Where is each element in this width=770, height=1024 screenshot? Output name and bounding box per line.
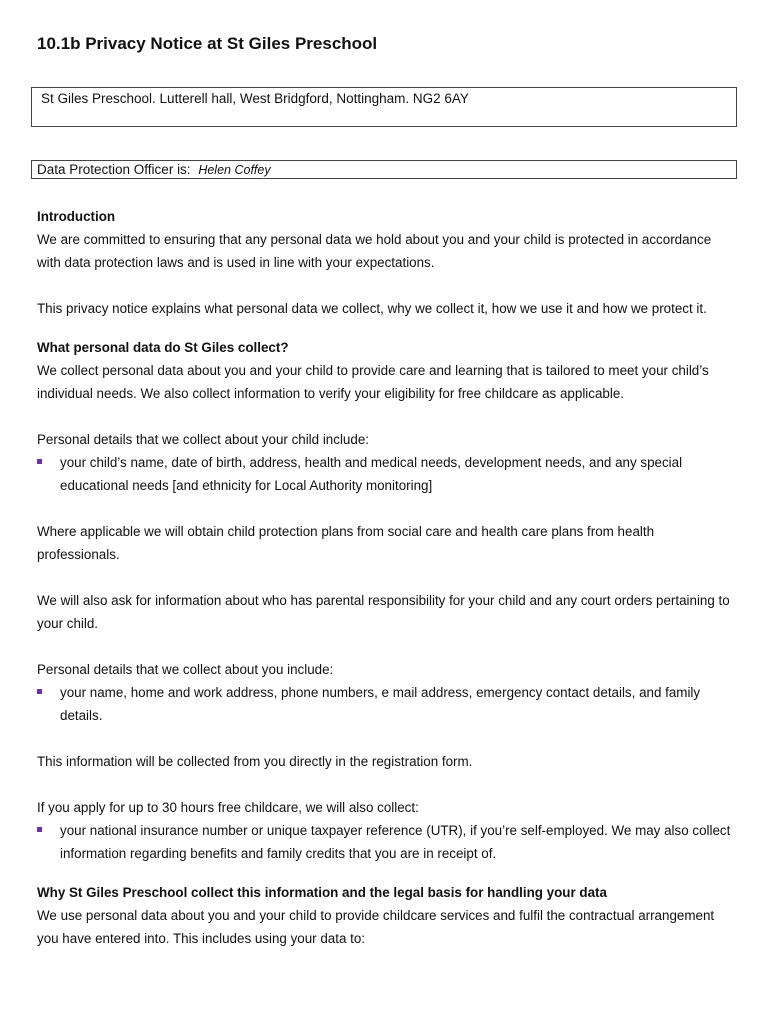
why-heading: Why St Giles Preschool collect this information and the legal basis for handling your data [37,885,607,900]
list-item [37,681,737,727]
bullet-square-icon [37,689,42,694]
address-text: St Giles Preschool. Lutterell hall, West Bridgford, Nottingham. NG2 6AY [41,91,469,106]
registration-form-paragraph: This information will be collected from you directly in the registration form. [37,754,473,769]
free-childcare-paragraph: If you apply for up to 30 hours free childcare, we will also collect: [37,800,419,815]
child-details-intro: Personal details that we collect about your child include: [37,432,369,447]
plans-paragraph: Where applicable we will obtain child protection plans from social care and health care plans from health professionals. [37,524,655,562]
why-paragraph: We use personal data about you and your child to provide childcare services and fulfil the contractual arrangement you have entered into. This includes using your data to: [37,908,715,946]
collect-heading: What personal data do St Giles collect? [37,340,289,355]
list-item [37,451,737,497]
list-item [37,819,737,865]
collect-paragraph: We collect personal data about you and your child to provide care and learning that is tailored to meet your child’s individual needs. We also collect information to verify your eligibility for free childcare as applicable. [37,363,709,401]
page-title: 10.1b Privacy Notice at St Giles Preschool [37,34,378,53]
introduction-heading: Introduction [37,209,116,224]
bullet-square-icon [37,827,42,832]
child-details-bullet: your child’s name, date of birth, address, health and medical needs, development needs, and any special educational needs [and ethnicity for Local Authority monitoring] [60,455,683,493]
parent-details-bullet: your name, home and work address, phone numbers, e mail address, emergency contact details, and family details. [60,685,701,723]
bullet-square-icon [37,459,42,464]
dpo-box [31,160,737,179]
dpo-name: Helen Coffey [198,163,271,177]
parent-details-intro: Personal details that we collect about you include: [37,662,334,677]
privacy-notice-paragraph: This privacy notice explains what personal data we collect, why we collect it, how we use it and how we protect it. [37,301,707,316]
document-body [37,205,737,950]
parental-paragraph: We will also ask for information about who has parental responsibility for your child and any court orders pertaining to your child. [37,593,730,631]
address-box [31,87,737,127]
introduction-paragraph: We are committed to ensuring that any personal data we hold about you and your child is protected in accordance with data protection laws and is used in line with your expectations. [37,232,712,270]
dpo-label: Data Protection Officer is: [37,162,191,177]
utr-bullet: your national insurance number or unique taxpayer reference (UTR), if you’re self-employed. We may also collect information regarding benefits and family credits that you are in receipt of. [60,823,731,861]
